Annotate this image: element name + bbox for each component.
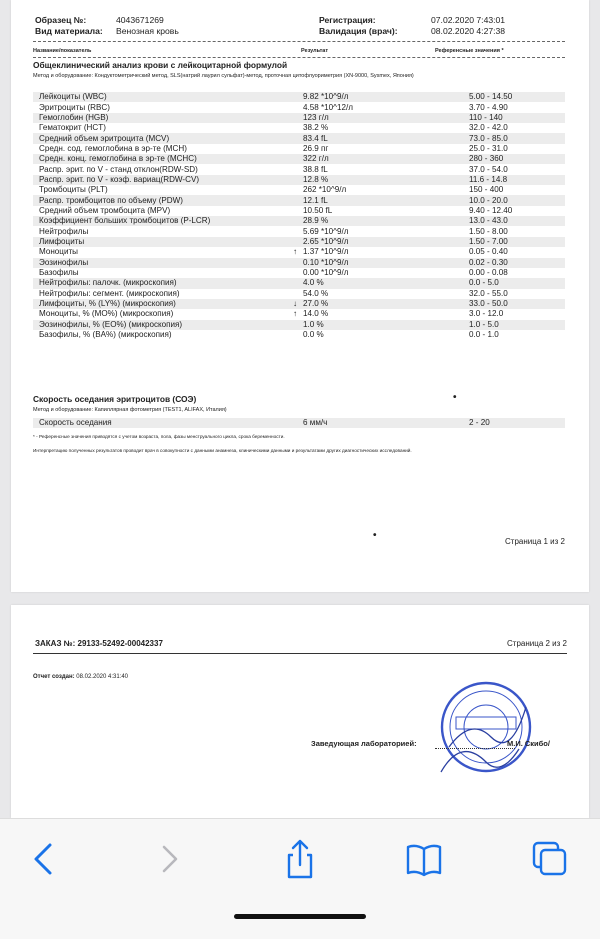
row-name: Нейтрофилы: сегмент. (микроскопия) <box>39 288 180 298</box>
page-number: Страница 2 из 2 <box>507 639 567 648</box>
table-row <box>33 320 565 330</box>
row-reference: 33.0 - 50.0 <box>463 299 565 309</box>
table-row <box>33 123 565 133</box>
row-result: 26.9 пг <box>303 143 329 153</box>
row-flag <box>279 175 297 185</box>
row-reference: 37.0 - 54.0 <box>469 164 508 174</box>
row-reference: 0.0 - 1.0 <box>469 330 499 340</box>
row-flag <box>279 289 297 299</box>
row-flag <box>279 206 297 216</box>
row-name: Моноциты, % (MO%) (микроскопия) <box>39 309 174 319</box>
reference-note: * - Референсные значения приводятся с учетом возраста, пола, фазы менструального цикла, срока беременности. <box>33 434 285 439</box>
row-result: 4.0 % <box>297 278 463 288</box>
row-reference: 1.50 - 8.00 <box>469 226 508 236</box>
lab-head-name: М.И. Скибо/ <box>507 739 550 748</box>
section-esr-title: Скорость оседания эритроцитов (СОЭ) <box>33 394 197 404</box>
share-button[interactable] <box>278 837 322 881</box>
row-result: 123 г/л <box>297 113 463 123</box>
table-row <box>33 175 565 185</box>
table-row <box>33 92 565 102</box>
row-result: 4.58 *10^12/л <box>303 102 353 112</box>
bullet-mark: • <box>453 392 457 403</box>
row-flag <box>279 113 297 123</box>
row-flag <box>279 226 297 236</box>
forward-icon <box>148 837 192 881</box>
row-result: 1.37 *10^9/л <box>303 247 349 257</box>
table-row <box>33 195 565 205</box>
row-name: Лейкоциты (WBC) <box>33 92 279 102</box>
row-flag <box>279 320 297 330</box>
table-row <box>33 268 565 278</box>
table-row <box>33 113 565 123</box>
home-indicator[interactable] <box>234 914 366 919</box>
section-cbc-title: Общеклинический анализ крови с лейкоцитарной формулой <box>33 60 288 70</box>
row-result: 83.4 fL <box>297 133 463 143</box>
row-name: Гемоглобин (HGB) <box>33 113 279 123</box>
row-name: Моноциты <box>39 247 78 257</box>
row-name: Средний объем эритроцита (MCV) <box>33 133 279 143</box>
row-reference: 150 - 400 <box>469 185 504 195</box>
row-reference: 1.50 - 7.00 <box>463 237 565 247</box>
row-flag <box>279 330 297 340</box>
table-row <box>33 237 565 247</box>
bookmarks-button[interactable] <box>402 837 446 881</box>
row-reference: 9.40 - 12.40 <box>469 205 513 215</box>
row-name: Эритроциты (RBC) <box>39 102 110 112</box>
back-icon <box>22 837 66 881</box>
row-result: 54.0 % <box>303 288 329 298</box>
row-reference: 110 - 140 <box>463 113 565 123</box>
row-name: Тромбоциты (PLT) <box>39 185 108 195</box>
back-button[interactable] <box>22 837 66 881</box>
row-flag <box>279 144 297 154</box>
row-flag: ↓ <box>279 299 297 309</box>
row-flag: ↑ <box>292 247 297 257</box>
row-flag <box>279 154 297 164</box>
validation-label: Валидация (врач): <box>319 26 398 36</box>
table-row <box>33 144 565 154</box>
signature-line <box>435 748 515 749</box>
row-result: 28.9 % <box>297 216 463 226</box>
row-flag <box>279 92 297 102</box>
col-result: Результат <box>301 48 329 54</box>
row-flag <box>279 123 297 133</box>
table-row <box>33 226 565 236</box>
row-name: Распр. эрит. по V - коэф. вариац(RDW-CV) <box>33 175 279 185</box>
row-reference: 3.0 - 12.0 <box>469 309 504 319</box>
table-row <box>33 309 565 319</box>
table-row <box>33 185 565 195</box>
table-row <box>33 418 565 428</box>
table-row <box>33 247 565 257</box>
section-cbc-method: Метод и оборудование: Кондуктометрический метод, SLS(натрий лаурил сульфат)-метод, проточная цитофлуориметрия (XN-9000, Sysmex, Япония) <box>33 73 414 79</box>
row-name: Эозинофилы <box>33 258 279 268</box>
bullet-mark: • <box>373 530 377 541</box>
row-result: 2.65 *10^9/л <box>297 237 463 247</box>
row-reference: 11.6 - 14.8 <box>463 175 565 185</box>
table-row <box>33 102 565 112</box>
row-name: Средний объем тромбоцита (MPV) <box>39 205 171 215</box>
row-name: Средн. сод. гемоглобина в эр-те (MCH) <box>39 143 187 153</box>
forward-button[interactable] <box>148 837 192 881</box>
row-reference: 32.0 - 42.0 <box>469 123 508 133</box>
row-name: Лимфоциты <box>33 237 279 247</box>
row-result: 9.82 *10^9/л <box>297 92 463 102</box>
registration-value: 07.02.2020 7:43:01 <box>431 15 506 25</box>
row-result: 27.0 % <box>297 299 463 309</box>
header-divider <box>33 41 565 42</box>
row-result: 0.0 % <box>303 330 324 340</box>
row-flag <box>279 102 297 112</box>
row-flag <box>279 216 297 226</box>
table-row <box>33 164 565 174</box>
sample-value: 4043671269 <box>116 15 164 25</box>
row-flag <box>279 278 297 288</box>
row-reference: 0.02 - 0.30 <box>463 258 565 268</box>
row-reference: 0.00 - 0.08 <box>469 268 508 278</box>
browser-toolbar <box>0 818 600 939</box>
material-label: Вид материала: <box>35 26 103 36</box>
col-reference: Референсные значения * <box>435 48 504 54</box>
row-result: 5.69 *10^9/л <box>303 226 349 236</box>
row-flag: ↑ <box>292 309 297 319</box>
lab-head-label: Заведующая лабораторией: <box>311 739 417 748</box>
row-name: Эозинофилы, % (EO%) (микроскопия) <box>33 320 279 330</box>
interpretation-note: Интерпретацию полученных результатов проводит врач в совокупности с данными анамнеза, клиническими данными и результатами других диагностических исследований. <box>33 448 412 453</box>
row-name: Распр. тромбоцитов по объему (PDW) <box>33 195 279 205</box>
esr-table <box>33 418 565 428</box>
row-result: 38.8 fL <box>303 164 328 174</box>
row-reference: 3.70 - 4.90 <box>469 102 508 112</box>
row-name: Нейтрофилы: палочк. (микроскопия) <box>33 278 279 288</box>
row-name: Коэффициент больших тромбоцитов (P-LCR) <box>33 216 279 226</box>
lab-stamp-icon <box>431 677 541 787</box>
share-icon <box>278 837 322 881</box>
row-name: Базофилы, % (BA%) (микроскопия) <box>39 330 172 340</box>
col-name: Название/показатель <box>33 48 92 54</box>
registration-label: Регистрация: <box>319 15 376 25</box>
row-reference: 32.0 - 55.0 <box>469 288 508 298</box>
row-result: 1.0 % <box>297 320 463 330</box>
row-result: 12.8 % <box>297 175 463 185</box>
row-reference: 10.0 - 20.0 <box>463 195 565 205</box>
row-result: 14.0 % <box>303 309 329 319</box>
row-name: Средн. конц. гемоглобина в эр-те (MCHC) <box>33 154 279 164</box>
row-flag <box>279 164 297 174</box>
row-flag <box>279 133 297 143</box>
table-row <box>33 258 565 268</box>
row-reference: 280 - 360 <box>463 154 565 164</box>
row-reference: 2 - 20 <box>463 418 565 428</box>
sample-label: Образец №: <box>35 15 87 25</box>
row-reference: 0.0 - 5.0 <box>463 278 565 288</box>
order-number: ЗАКАЗ №: 29133-52492-00042337 <box>35 639 163 648</box>
table-row <box>33 206 565 216</box>
table-row <box>33 278 565 288</box>
material-value: Венозная кровь <box>116 26 179 36</box>
row-result: 10.50 fL <box>303 205 333 215</box>
row-result: 262 *10^9/л <box>303 185 347 195</box>
table-row <box>33 289 565 299</box>
row-flag <box>279 258 297 268</box>
report-page-2 <box>11 605 589 818</box>
row-reference: 13.0 - 43.0 <box>463 216 565 226</box>
row-name: Базофилы <box>39 268 79 278</box>
row-name: Нейтрофилы <box>39 226 89 236</box>
row-result: 12.1 fL <box>297 195 463 205</box>
row-name: Лимфоциты, % (LY%) (микроскопия) <box>33 299 279 309</box>
tabs-button[interactable] <box>528 837 572 881</box>
results-table <box>33 92 565 340</box>
bookmarks-icon <box>402 837 446 881</box>
page-number: Страница 1 из 2 <box>505 537 565 546</box>
row-flag <box>279 268 297 278</box>
row-flag <box>279 418 297 428</box>
row-result: 38.2 % <box>303 123 329 133</box>
table-row <box>33 133 565 143</box>
row-name: Гематокрит (HCT) <box>39 123 106 133</box>
table-row <box>33 216 565 226</box>
order-divider <box>33 653 567 654</box>
row-result: 322 г/л <box>297 154 463 164</box>
row-reference: 5.00 - 14.50 <box>463 92 565 102</box>
validation-value: 08.02.2020 4:27:38 <box>431 26 506 36</box>
row-flag <box>279 237 297 247</box>
table-row <box>33 154 565 164</box>
table-row <box>33 299 565 309</box>
row-reference: 25.0 - 31.0 <box>469 143 508 153</box>
row-result: 6 мм/ч <box>297 418 463 428</box>
row-reference: 0.05 - 0.40 <box>469 247 508 257</box>
report-page-1 <box>11 0 589 592</box>
row-name: Скорость оседания <box>33 418 279 428</box>
row-reference: 1.0 - 5.0 <box>463 320 565 330</box>
report-created: Отчет создан: 08.02.2020 4:31:40 <box>33 674 129 680</box>
table-row <box>33 330 565 340</box>
row-result: 0.10 *10^9/л <box>297 258 463 268</box>
column-divider <box>33 57 565 58</box>
tabs-icon <box>528 837 572 881</box>
row-flag <box>279 185 297 195</box>
row-reference: 73.0 - 85.0 <box>463 133 565 143</box>
row-name: Распр. эрит. по V - станд отклон(RDW-SD) <box>39 164 198 174</box>
section-esr-method: Метод и оборудование: Капиллярная фотометрия (TEST1, ALIFAX, Италия) <box>33 407 227 413</box>
row-result: 0.00 *10^9/л <box>303 268 349 278</box>
row-flag <box>279 195 297 205</box>
